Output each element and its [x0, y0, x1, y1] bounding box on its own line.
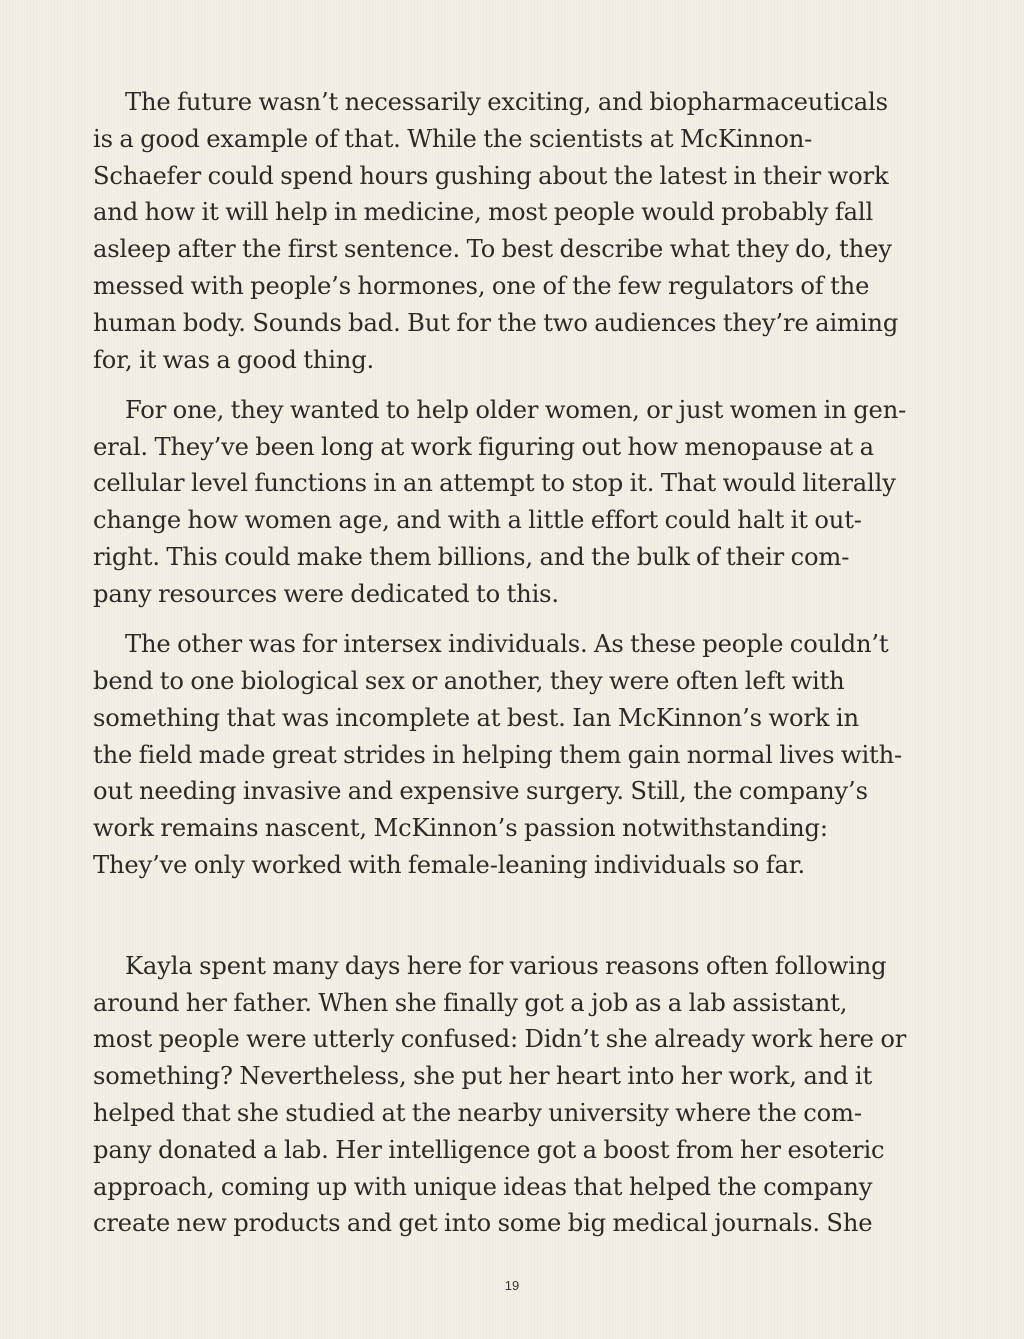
text-line: cellular level functions in an attempt to stop it. That would literally	[93, 469, 896, 498]
text-line: for, it was a good thing.	[93, 345, 375, 374]
text-line: Kayla spent many days here for various reasons often following	[125, 951, 887, 980]
paragraph-spacer	[93, 378, 938, 392]
text-line: the field made great strides in helping them gain normal lives with-	[93, 740, 903, 769]
text-line: bend to one biological sex or another, they were often left with	[93, 666, 845, 695]
page-number: 19	[504, 1278, 520, 1293]
text-line: around her father. When she finally got a job as a lab assistant,	[93, 988, 848, 1017]
text-line: pany donated a lab. Her intelligence got a boost from her esoteric	[93, 1135, 885, 1164]
text-line: asleep after the first sentence. To best describe what they do, they	[93, 235, 892, 264]
text-line: approach, coming up with unique ideas that helped the company	[93, 1172, 873, 1201]
text-line: out needing invasive and expensive surgery. Still, the company’s	[93, 777, 868, 806]
text-line: create new products and get into some big medical journals. She	[93, 1209, 873, 1238]
paragraph-4	[93, 948, 938, 1242]
text-line: pany resources were dedicated to this.	[93, 579, 559, 608]
text-line: The future wasn’t necessarily exciting, and biopharmaceuticals	[125, 88, 888, 116]
text-line: human body. Sounds bad. But for the two audiences they’re aiming	[93, 308, 899, 337]
text-line: messed with people’s hormones, one of the few regulators of the	[93, 271, 870, 300]
text-line: change how women age, and with a little effort could halt it out-	[93, 506, 862, 535]
text-line: Schaefer could spend hours gushing about the latest in their work	[93, 161, 889, 190]
section-break	[93, 884, 938, 948]
text-line: They’ve only worked with female-leaning individuals so far.	[93, 850, 806, 879]
paragraph-spacer	[93, 613, 938, 627]
text-line: something? Nevertheless, she put her heart into her work, and it	[93, 1062, 873, 1091]
text-line: most people were utterly confused: Didn’t she already work here or	[93, 1025, 907, 1054]
text-line: and how it will help in medicine, most people would probably fall	[93, 198, 874, 227]
text-line: right. This could make them billions, and the bulk of their com-	[93, 543, 850, 572]
paragraph-1	[93, 84, 938, 378]
text-line: is a good example of that. While the scientists at McKinnon-	[93, 124, 813, 153]
paragraph-3	[93, 626, 938, 884]
body-text	[93, 84, 938, 1242]
text-line: helped that she studied at the nearby university where the com-	[93, 1098, 862, 1127]
text-line: something that was incomplete at best. Ian McKinnon’s work in	[93, 703, 859, 732]
paragraph-2	[93, 392, 938, 613]
text-line: For one, they wanted to help older women, or just women in gen-	[125, 395, 907, 424]
text-line: work remains nascent, McKinnon’s passion notwithstanding:	[93, 814, 828, 843]
text-line: eral. They’ve been long at work figuring out how menopause at a	[93, 432, 874, 461]
text-line: The other was for intersex individuals. As these people couldn’t	[125, 630, 889, 659]
